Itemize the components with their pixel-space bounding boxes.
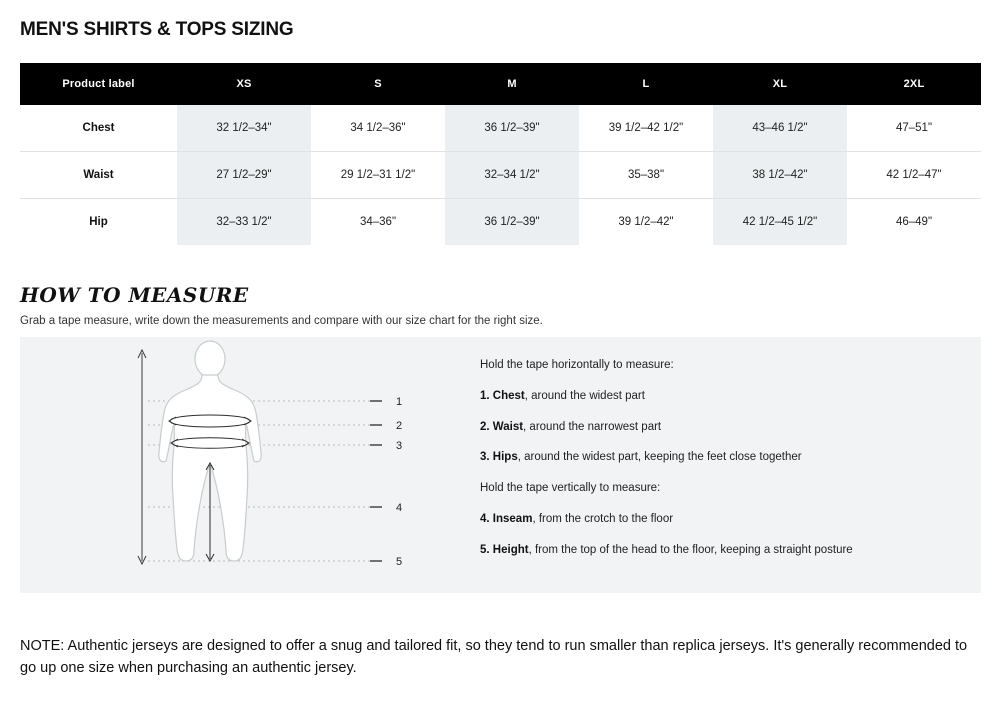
instruction-text: , around the widest part, keeping the feet close together bbox=[517, 451, 802, 464]
instruction-term: Hips bbox=[492, 451, 518, 464]
instruction-horizontal-header bbox=[480, 359, 981, 373]
instruction-height bbox=[480, 544, 981, 558]
instruction-number: 4. bbox=[480, 512, 490, 525]
cell-hip-xs: 32–33 1/2" bbox=[177, 199, 311, 246]
size-chart-body bbox=[20, 105, 981, 245]
cell-waist-l: 35–38" bbox=[579, 152, 713, 199]
column-header-2xl: 2XL bbox=[847, 63, 981, 105]
column-header-m: M bbox=[445, 63, 579, 105]
table-header-row bbox=[20, 63, 981, 105]
table-row bbox=[20, 199, 981, 246]
cell-waist-2xl: 42 1/2–47" bbox=[847, 152, 981, 199]
cell-waist-s: 29 1/2–31 1/2" bbox=[311, 152, 445, 199]
marker-label-2: 2 bbox=[396, 420, 403, 432]
cell-waist-xl: 38 1/2–42" bbox=[713, 152, 847, 199]
marker-label-1: 1 bbox=[396, 396, 403, 408]
cell-hip-l: 39 1/2–42" bbox=[618, 216, 674, 228]
column-header-xs: XS bbox=[177, 63, 311, 105]
column-header-xl: XL bbox=[713, 63, 847, 105]
cell-chest-m: 36 1/2–39" bbox=[445, 105, 579, 152]
column-header-product-label: Product label bbox=[20, 63, 177, 105]
row-label-chest: Chest bbox=[20, 105, 177, 152]
marker-label-4: 4 bbox=[396, 502, 403, 514]
cell-hip-s: 34–36" bbox=[359, 216, 397, 228]
instruction-text: Hold the tape vertically to measure: bbox=[480, 482, 661, 495]
cell-hip-xl: 42 1/2–45 1/2" bbox=[713, 199, 847, 246]
how-to-measure-heading: HOW TO MEASURE bbox=[20, 283, 249, 307]
instruction-text: , around the narrowest part bbox=[523, 420, 662, 433]
instruction-text: Hold the tape horizontally to measure: bbox=[480, 359, 674, 371]
instruction-vertical-header bbox=[480, 482, 981, 496]
instruction-number: 2. bbox=[480, 420, 490, 433]
instruction-number: 1. bbox=[480, 389, 490, 402]
instruction-term: Chest bbox=[492, 389, 525, 402]
instruction-text: , around the widest part bbox=[524, 389, 645, 402]
instruction-text: , from the crotch to the floor bbox=[532, 512, 674, 525]
column-header-s: S bbox=[311, 63, 445, 105]
instruction-text: , from the top of the head to the floor, keeping a straight posture bbox=[528, 543, 853, 556]
cell-hip-2xl: 46–49" bbox=[895, 216, 933, 228]
row-label-waist: Waist bbox=[20, 152, 177, 199]
column-header-l: L bbox=[579, 63, 713, 105]
cell-chest-xs: 32 1/2–34" bbox=[177, 105, 311, 152]
cell-hip-m: 36 1/2–39" bbox=[445, 199, 579, 246]
instruction-chest bbox=[480, 390, 981, 404]
instruction-term: Inseam bbox=[492, 512, 533, 525]
cell-waist-xs: 27 1/2–29" bbox=[177, 152, 311, 199]
cell-chest-s: 34 1/2–36" bbox=[311, 105, 445, 152]
cell-chest-2xl: 47–51" bbox=[847, 105, 981, 152]
instruction-waist bbox=[480, 421, 981, 435]
measurement-instructions bbox=[480, 337, 981, 593]
page-title: MEN'S SHIRTS & TOPS SIZING bbox=[20, 19, 294, 40]
instruction-inseam bbox=[480, 513, 981, 527]
instruction-hips bbox=[480, 451, 981, 465]
sizing-page bbox=[0, 19, 1001, 708]
fit-note: NOTE: Authentic jerseys are designed to offer a snug and tailored fit, so they tend to run smaller than replica jerseys. It's generally recommended to go up one size when purchasing an authentic jersey. bbox=[20, 638, 968, 676]
instruction-number: 5. bbox=[480, 543, 490, 556]
table-row bbox=[20, 105, 981, 152]
cell-chest-l: 39 1/2–42 1/2" bbox=[579, 105, 713, 152]
size-chart-table bbox=[20, 63, 981, 245]
instruction-term: Height bbox=[492, 543, 529, 556]
size-chart-head bbox=[20, 63, 981, 105]
table-row bbox=[20, 152, 981, 199]
marker-label-3: 3 bbox=[396, 440, 403, 452]
cell-chest-xl: 43–46 1/2" bbox=[713, 105, 847, 152]
instruction-number: 3. bbox=[480, 451, 490, 464]
body-figure-svg bbox=[20, 337, 480, 593]
instruction-term: Waist bbox=[492, 420, 524, 433]
row-label-hip: Hip bbox=[89, 216, 108, 228]
measure-panel bbox=[20, 337, 981, 593]
marker-label-5: 5 bbox=[396, 556, 403, 568]
measurement-diagram bbox=[20, 337, 480, 593]
how-to-measure-subheading: Grab a tape measure, write down the measurements and compare with our size chart for the right size. bbox=[20, 315, 543, 327]
cell-waist-m: 32–34 1/2" bbox=[445, 152, 579, 199]
